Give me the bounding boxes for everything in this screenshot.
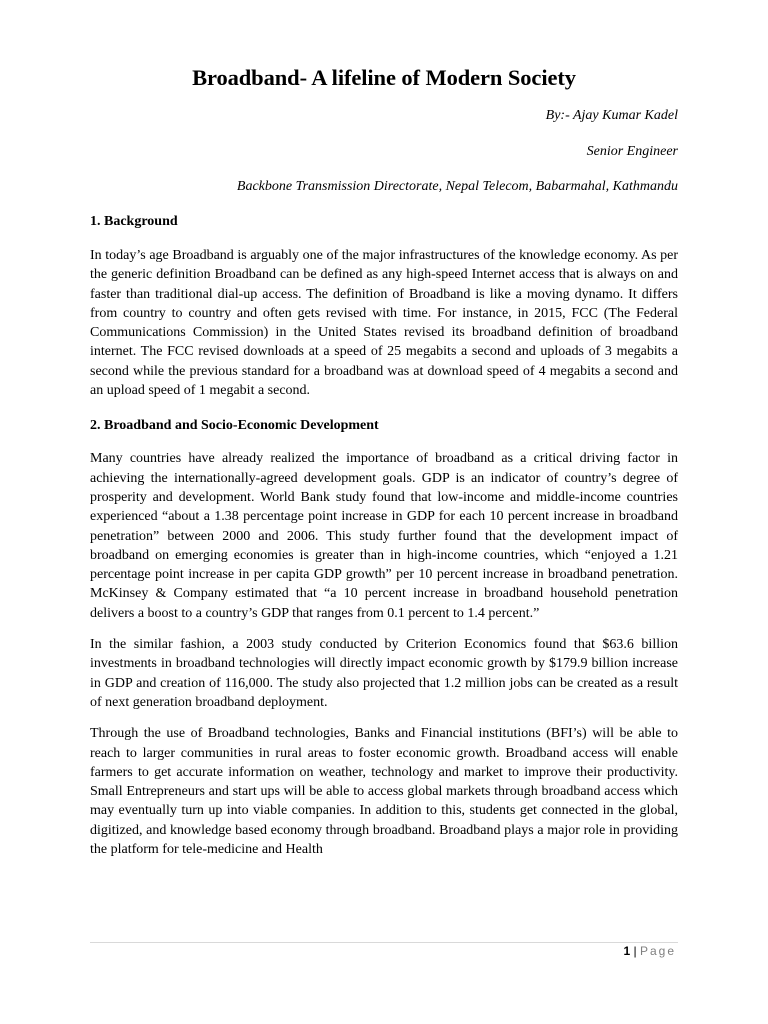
section-heading-background: 1. Background [90, 214, 178, 229]
page-separator: | [633, 944, 637, 958]
author-organization: Backbone Transmission Directorate, Nepal Telecom, Babarmahal, Kathmandu [236, 179, 678, 194]
footer-divider [90, 942, 678, 943]
paragraph-socio-economic-2: In the similar fashion, a 2003 study conducted by Criterion Economics found that $63.6 billion investments in broadband technologies will directly impact economic growth by $179.9 billion increase in GDP and creation of 116,000. The study also projected that 1.2 million jobs can be created as a result of next generation broadband deployment. [90, 637, 678, 710]
author-line: By:- Ajay Kumar Kadel [545, 108, 678, 123]
page-number: 1 [623, 944, 631, 958]
section-heading-socio-economic: 2. Broadband and Socio-Economic Development [90, 418, 379, 434]
author-role: Senior Engineer [586, 144, 678, 159]
paragraph-background: In today’s age Broadband is arguably one of the major infrastructures of the knowledge economy. As per the generic definition Broadband can be defined as any high-speed Internet access that is always on and faster than traditional dial-up access. The definition of Broadband is like a moving dynamo. It differs from country to country and often gets revised with time. For instance, in 2015, FCC (The Federal Communications Commission) in the United States revised its broadband definition of broadband internet. The FCC revised downloads at a speed of 25 megabits a second and uploads of 3 megabits a second while the previous standard for a broadband was at download speed of 4 megabits a second and an upload speed of 1 megabit a second. [90, 248, 678, 399]
paragraph-socio-economic-3: Through the use of Broadband technologies, Banks and Financial institutions (BFI’s) will be able to reach to larger communities in rural areas to foster economic growth. Broadband access will enable farmers to get accurate information on weather, technology and market to improve their productivity. Small Entrepreneurs and start ups will be able to access global markets through broadband access which may eventually turn up into viable companies. In addition to this, students get connected in the global, digitized, and knowledge based economy through broadband. Broadband plays a major role in providing the platform for tele-medicine and Health [90, 726, 678, 858]
page-content [90, 64, 678, 859]
page-title: Broadband- A lifeline of Modern Society [192, 65, 576, 90]
paragraph-socio-economic-1: Many countries have already realized the importance of broadband as a critical driving factor in achieving the internationally-agreed development goals. GDP is an indicator of country’s degree of prosperity and development. World Bank study found that low-income and middle-income countries experienced “about a 1.38 percentage point increase in GDP for each 10 percent increase in broadband penetration” between 2000 and 2006. This study further found that the development impact of broadband on emerging economies is greater than in high-income countries, which “enjoyed a 1.21 percentage point increase in per capita GDP growth” per 10 percent increase in broadband penetration. McKinsey & Company estimated that “a 10 percent increase in broadband household penetration delivers a boost to a country’s GDP that ranges from 0.1 percent to 1.4 percent.” [90, 451, 678, 621]
page-label: Page [639, 944, 676, 958]
page-footer [623, 943, 676, 959]
